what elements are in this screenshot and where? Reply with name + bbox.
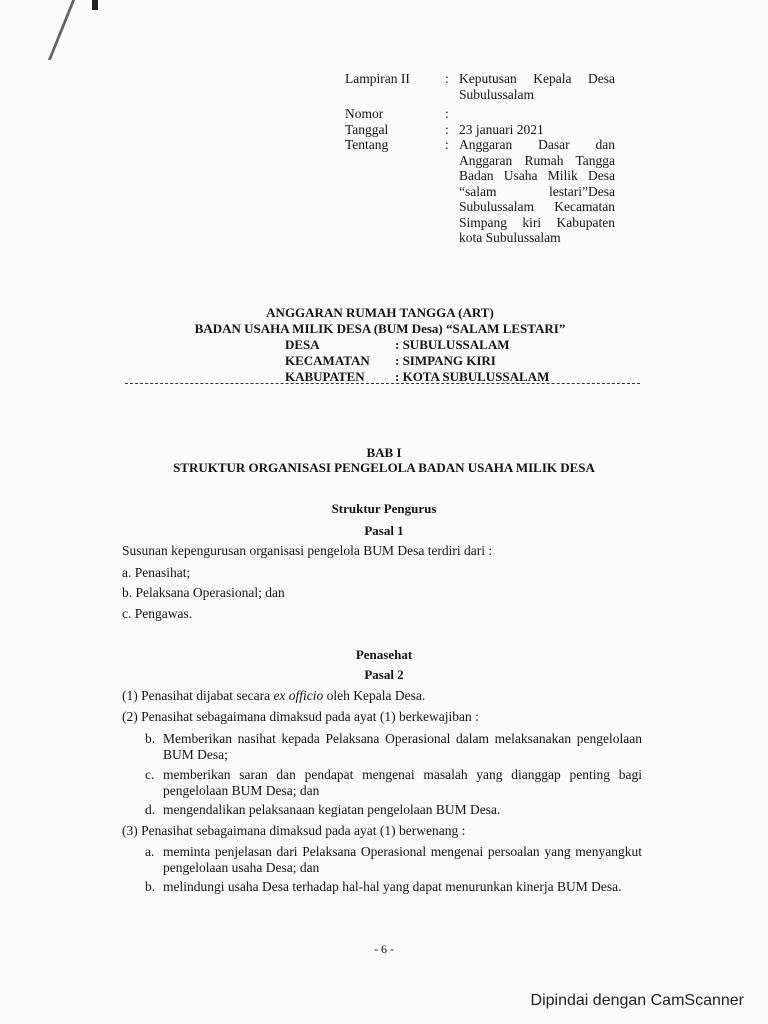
lampiran-row xyxy=(345,71,615,102)
item-letter: a. xyxy=(145,844,155,859)
dashed-divider xyxy=(125,383,640,384)
nomor-row xyxy=(345,106,615,122)
lampiran-value: Keputusan Kepala Desa Subulussalam xyxy=(459,71,615,102)
section2-pasal: Pasal 2 xyxy=(364,667,404,682)
tentang-value: Anggaran Dasar dan Anggaran Rumah Tangga Badan Usaha Milik Desa “salam lestari”Desa Subulussalam Kecamatan Simpang kiri Kabupaten kota Subulussalam xyxy=(459,137,615,245)
desa-row xyxy=(285,337,640,353)
tanggal-key: Tanggal xyxy=(345,121,389,137)
nomor-value xyxy=(459,106,615,122)
item-letter: b. xyxy=(145,731,156,746)
section1-pasal: Pasal 1 xyxy=(364,523,404,538)
ayat-3: (3) Penasihat sebagaimana dimaksud pada ayat (1) berwenang : xyxy=(122,823,466,838)
page-number: - 6 - xyxy=(374,942,394,956)
item-text: meminta penjelasan dari Pelaksana Operasional mengenai persoalan yang menyangkut pengelolaan usaha Desa; dan xyxy=(163,844,642,875)
bab-number: BAB I xyxy=(366,445,402,460)
scan-corner-mark xyxy=(92,0,98,10)
item-letter: b. xyxy=(145,879,156,894)
desa-label: DESA xyxy=(285,337,320,352)
lampiran-key: Lampiran II xyxy=(345,71,410,86)
ayat-3-item-b xyxy=(145,879,642,895)
item-text: Memberikan nasihat kepada Pelaksana Operasional dalam melaksanakan pengelolaan BUM Desa; xyxy=(163,731,642,762)
kabupaten-label: KABUPATEN xyxy=(285,369,365,384)
kabupaten-value: : KOTA SUBULUSSALAM xyxy=(395,369,550,384)
ayat-2-item-b xyxy=(145,731,642,763)
ayat-3-item-a xyxy=(145,844,642,876)
section1-item-a: a. Penasihat; xyxy=(122,565,191,580)
title-line-2: BADAN USAHA MILIK DESA (BUM Desa) “SALAM LESTARI” xyxy=(194,321,566,336)
section2-title: Penasehat xyxy=(355,647,413,662)
nomor-colon: : xyxy=(445,106,449,121)
tanggal-value: 23 januari 2021 xyxy=(459,121,544,137)
tanggal-colon: : xyxy=(445,121,449,137)
nomor-key: Nomor xyxy=(345,106,384,121)
section1-item-c: c. Pengawas. xyxy=(122,606,193,621)
ayat-1 xyxy=(122,688,425,704)
tentang-row xyxy=(345,137,615,246)
kecamatan-value: : SIMPANG KIRI xyxy=(395,353,496,368)
section1-item-b: b. Pelaksana Operasional; dan xyxy=(122,585,285,600)
item-text: melindungi usaha Desa terhadap hal-hal yang dapat menurunkan kinerja BUM Desa. xyxy=(163,879,622,894)
kecamatan-label: KECAMATAN xyxy=(285,353,370,368)
lampiran-colon: : xyxy=(445,71,449,86)
item-letter: c. xyxy=(145,767,155,782)
title-line-1: ANGGARAN RUMAH TANGGA (ART) xyxy=(266,305,494,320)
ayat-2-item-d xyxy=(145,802,642,818)
lampiran-block xyxy=(345,71,615,246)
tentang-key: Tentang xyxy=(345,137,389,152)
section1-title: Struktur Pengurus xyxy=(331,501,437,516)
bab-title: STRUKTUR ORGANISASI PENGELOLA BADAN USAHA MILIK DESA xyxy=(173,460,595,475)
section1-intro: Susunan kepengurusan organisasi pengelola BUM Desa terdiri dari : xyxy=(122,543,493,558)
desa-value: : SUBULUSSALAM xyxy=(395,337,510,352)
camscanner-footer: Dipindai dengan CamScanner xyxy=(530,992,744,1009)
ayat-1-italic: ex officio xyxy=(273,688,324,703)
ayat-1-prefix: (1) Penasihat dijabat secara xyxy=(122,688,274,703)
tanggal-row xyxy=(345,122,615,138)
item-text: memberikan saran dan pendapat mengenai masalah yang dianggap penting bagi pengelolaan BUM Desa; dan xyxy=(163,767,642,798)
item-text: mengendalikan pelaksanaan kegiatan pengelolaan BUM Desa. xyxy=(163,802,501,817)
tentang-colon: : xyxy=(445,137,449,152)
ayat-2: (2) Penasihat sebagaimana dimaksud pada ayat (1) berkewajiban : xyxy=(122,709,479,724)
kecamatan-row xyxy=(285,353,640,369)
ayat-2-item-c xyxy=(145,767,642,799)
ayat-1-suffix: oleh Kepala Desa. xyxy=(323,688,426,703)
item-letter: d. xyxy=(145,802,156,817)
document-title-block xyxy=(120,305,640,385)
